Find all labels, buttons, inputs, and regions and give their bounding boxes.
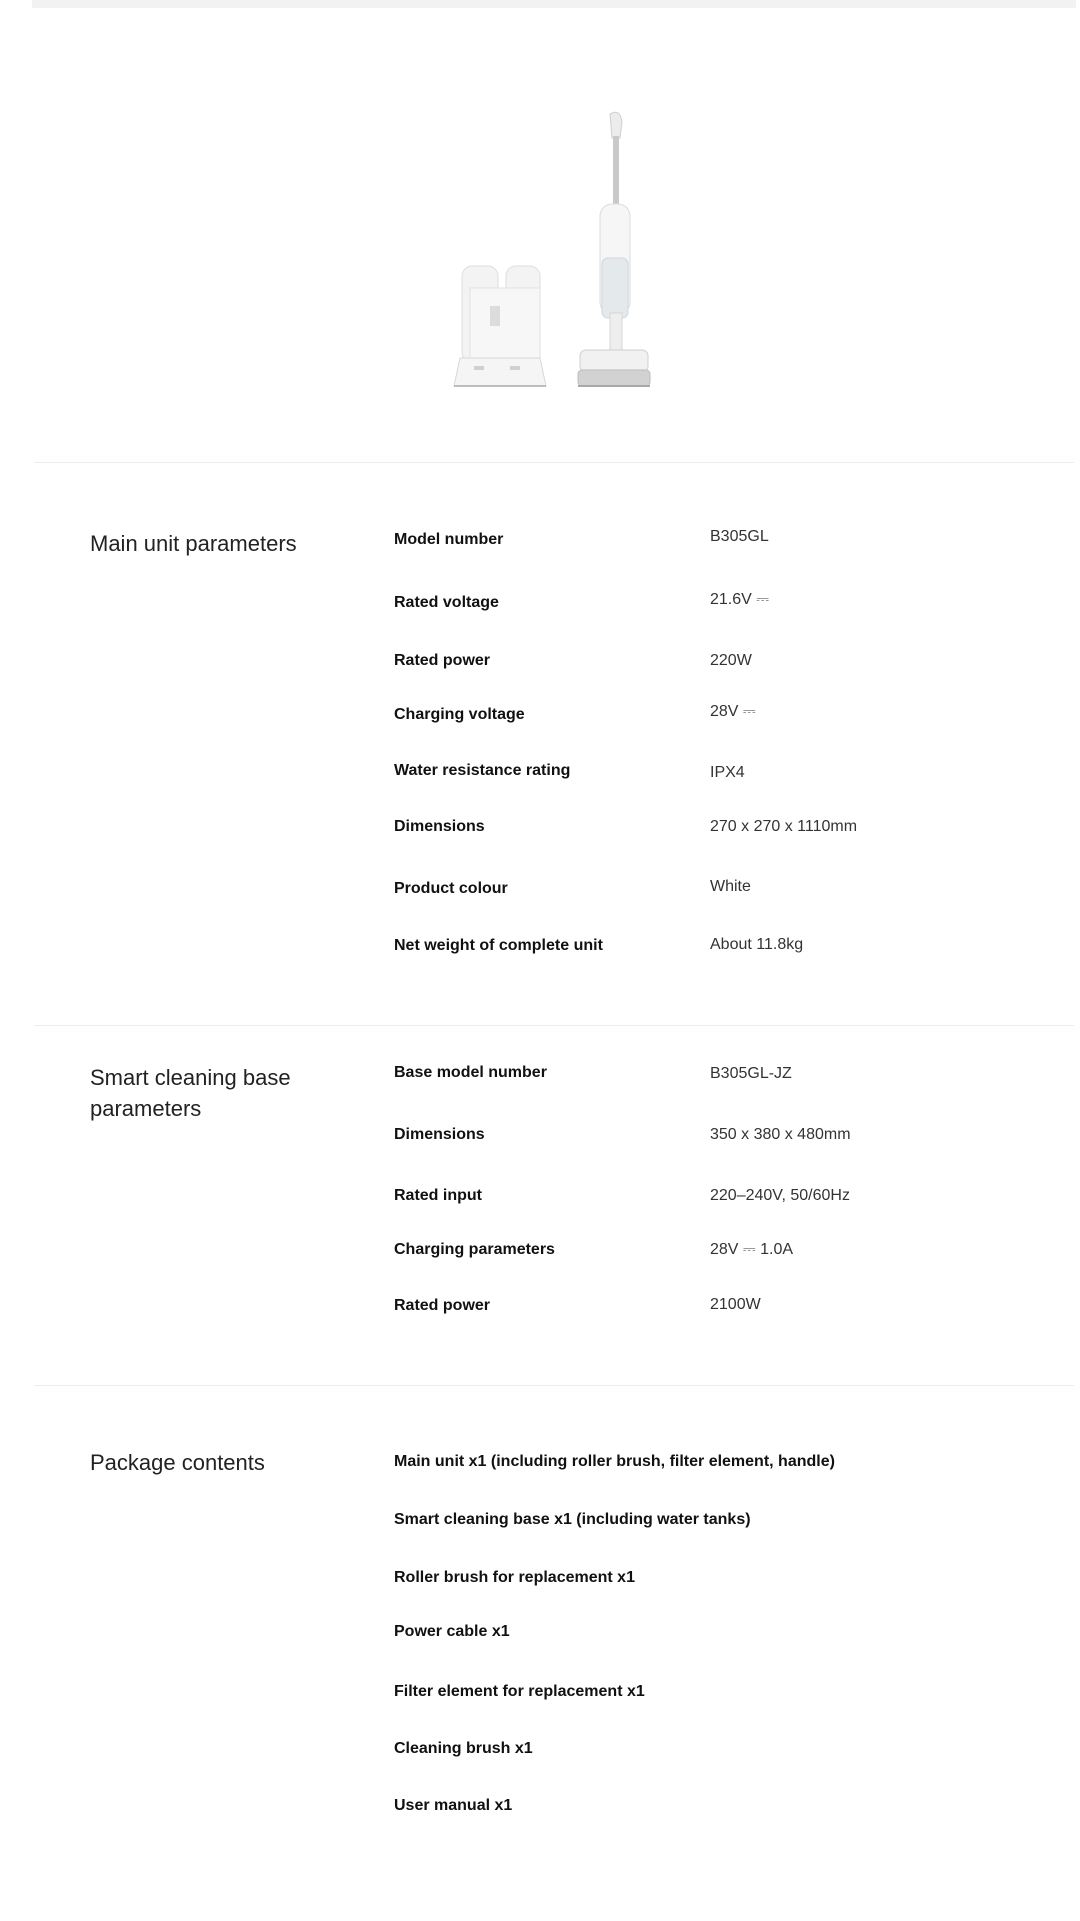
list-item: Roller brush for replacement x1 xyxy=(394,1569,635,1586)
product-image xyxy=(450,108,660,398)
row-value: About 11.8kg xyxy=(710,936,804,953)
main-unit-title: Main unit parameters xyxy=(90,531,297,556)
row-label: Rated voltage xyxy=(394,594,499,611)
row-value: 28V ⎓ xyxy=(710,703,756,720)
base-title: Smart cleaning base parameters xyxy=(90,1065,291,1121)
row-label: Product colour xyxy=(394,880,508,897)
list-item: Smart cleaning base x1 (including water tanks) xyxy=(394,1511,751,1528)
top-bar xyxy=(32,0,1076,8)
row-value: 270 x 270 x 1110mm xyxy=(710,818,858,835)
row-value: 220W xyxy=(710,652,752,669)
row-label: Base model number xyxy=(394,1064,547,1081)
row-value: 2100W xyxy=(710,1296,761,1313)
divider-2 xyxy=(34,1025,1074,1026)
row-value: 350 x 380 x 480mm xyxy=(710,1126,851,1143)
package-title: Package contents xyxy=(90,1450,265,1475)
row-value: IPX4 xyxy=(710,764,745,781)
row-label: Charging parameters xyxy=(394,1241,555,1258)
divider-1 xyxy=(34,462,1074,463)
row-label: Rated power xyxy=(394,1297,491,1314)
row-label: Water resistance rating xyxy=(394,762,571,779)
list-item: User manual x1 xyxy=(394,1797,513,1814)
vacuum-icon xyxy=(578,112,650,386)
row-value: B305GL xyxy=(710,528,769,545)
row-value: 220–240V, 50/60Hz xyxy=(710,1187,850,1204)
divider-3 xyxy=(34,1385,1074,1386)
row-label: Dimensions xyxy=(394,818,485,835)
row-label: Net weight of complete unit xyxy=(394,937,603,954)
cleaning-base-icon xyxy=(454,266,546,386)
row-value: 21.6V ⎓ xyxy=(710,591,770,608)
row-label: Charging voltage xyxy=(394,706,525,723)
row-value: 28V ⎓ 1.0A xyxy=(710,1241,794,1258)
list-item: Power cable x1 xyxy=(394,1623,510,1640)
row-label: Dimensions xyxy=(394,1126,485,1143)
list-item: Cleaning brush x1 xyxy=(394,1740,533,1757)
list-item: Filter element for replacement x1 xyxy=(394,1683,645,1700)
row-value: White xyxy=(710,878,751,895)
row-label: Rated input xyxy=(394,1187,482,1204)
list-item: Main unit x1 (including roller brush, filter element, handle) xyxy=(394,1453,835,1470)
row-value: B305GL-JZ xyxy=(710,1065,792,1082)
row-label: Rated power xyxy=(394,652,491,669)
row-label: Model number xyxy=(394,531,504,548)
